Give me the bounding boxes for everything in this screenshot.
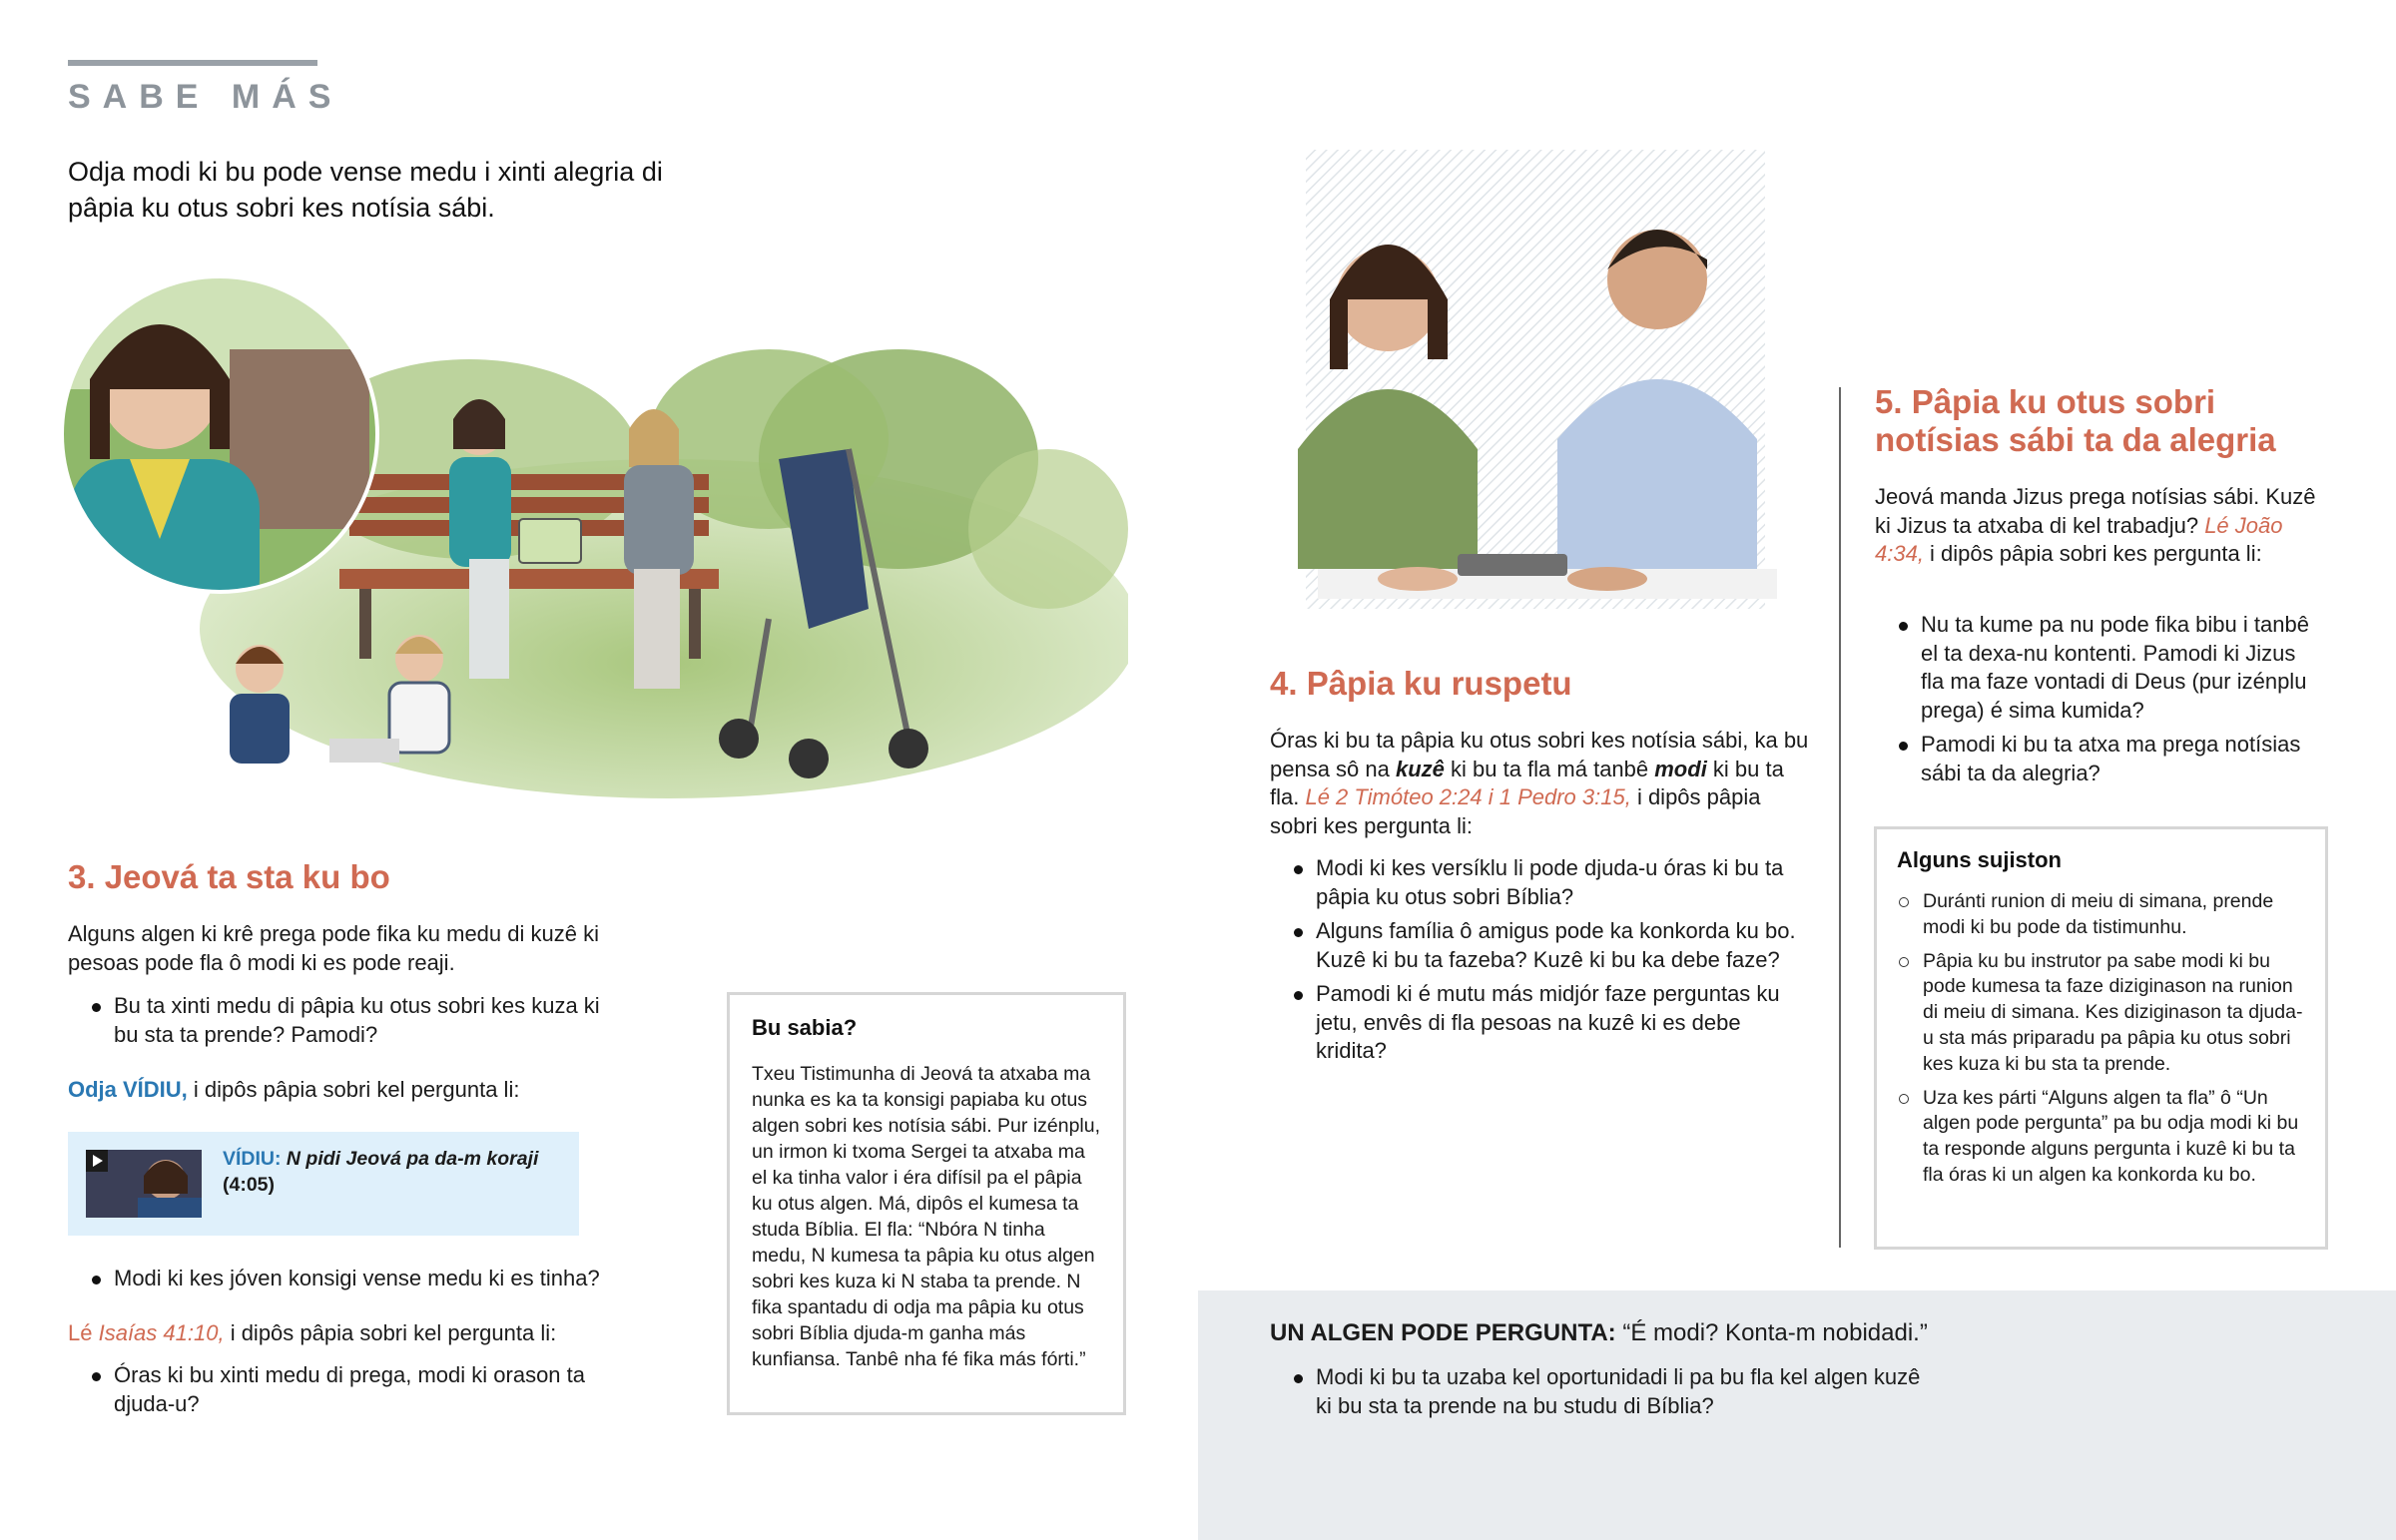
someone-asks-label: UN ALGEN PODE PERGUNTA: [1270,1319,1616,1346]
list-item: Duránti runion di meiu di simana, prende modi ki bu pode da tistimunhu. [1897,889,2305,941]
someone-asks-bullets [1270,1363,1929,1426]
column-divider [1839,387,1841,1248]
list-item: Pâpia ku bu instrutor pa sabe modi ki bu pode kumesa ta faze diziginason na runion di meiu di simana. Kes diziginason ta djuda-u sta más priparadu pa pâpia ku otus sobri kes kuza ki bu sta ta prende. [1897,949,2305,1078]
section4-bullets [1270,854,1814,1072]
video-label: VÍDIU: [223,1148,282,1170]
read-scripture [68,1319,687,1348]
video-title: N pidi Jeová pa da-m koraji [286,1148,539,1170]
video-duration: (4:05) [223,1174,276,1196]
emphasis-kuze: kuzê [1395,756,1445,781]
section5-bullets [1875,611,2314,793]
video-info [223,1146,562,1198]
scripture-ref-isaias[interactable]: Isaías 41:10, [98,1320,225,1345]
section3-title: 3. Jeová ta sta ku bo [68,858,390,895]
section3-intro: Alguns algen ki krê prega pode fika ku medu di kuzê ki pesoas pode fla ô modi ki es pode reaji. [68,921,599,975]
scripture-ref-joao[interactable]: Lé João 4:34, [1875,512,2283,566]
list-item: Pamodi ki é mutu más midjór faze perguntas ku jetu, envês di fla pesoas na kuzê ki es debe kridita? [1270,980,1814,1066]
video-thumbnail[interactable] [86,1150,202,1218]
read-le: Lé [68,1320,99,1345]
list-item: Uza kes párti “Alguns algen ta fla” ô “Un algen pode pergunta” pa bu odja modi ki bu ta responde alguns pergunta i kuzê ki bu ta fla óras ki un algen ka konkorda ku bo. [1897,1086,2305,1189]
section3-bullets-3 [68,1361,627,1424]
suggestions-list [1897,889,2305,1189]
list-item: Modi ki kes jóven konsigi vense medu ki es tinha? [68,1265,707,1293]
section4-intro-b: ki bu ta fla má tanbê [1444,756,1655,781]
section4-intro [1270,727,1814,840]
section4-intro-a: Óras ki bu ta pâpia ku otus sobri kes notísia sábi, ka bu pensa sô na [1270,728,1809,781]
video-prompt-text: i dipôs pâpia sobri kel pergunta li: [187,1077,520,1102]
video-link[interactable]: Odja VÍDIU, [68,1077,188,1102]
page-intro: Odja modi ki bu pode vense medu i xinti alegria di pâpia ku otus sobri kes notísia sábi. [68,157,663,223]
read-rest: i dipôs pâpia sobri kel pergunta li: [224,1320,557,1345]
section3-bullets-1 [68,992,627,1055]
emphasis-modi: modi [1654,756,1707,781]
list-item: Modi ki bu ta uzaba kel oportunidadi li pa bu fla kel algen kuzê ki bu sta ta prende na bu studu di Bíblia? [1270,1363,1929,1420]
did-you-know-body: Txeu Tistimunha di Jeová ta atxaba ma nunka es ka ta konsigi papiaba ku otus algen sobri kes notísia sábi. Pur izénplu, un irmon ki txoma Sergei ta atxaba ma el ka tinha valor i éra difísil pa el pâpia ku otus algen. Má, dipôs el kumesa ta studa Bíblia. El fla: “Nbóra N tinha medu, N kumesa ta pâpia ku otus algen sobri kes kuza ki N staba ta prende. N fika spantadu di odja ma pâpia ku otus sobri Bíblia djuda-m ganha más kunfiansa. Tanbê nha fé fika más fórti.” [752,1063,1101,1370]
did-you-know-box [727,992,1126,1415]
page-kicker: SABE MÁS [68,78,343,116]
list-item: Pamodi ki bu ta atxa ma prega notísias sábi ta da alegria? [1875,731,2314,787]
section3-bullets-2 [68,1265,707,1299]
scripture-ref-timoteo-pedro[interactable]: Lé 2 Timóteo 2:24 i 1 Pedro 3:15, [1305,784,1631,809]
video-prompt [68,1076,687,1105]
section5-intro-b: i dipôs pâpia sobri kes pergunta li: [1923,541,2262,566]
park-illustration [50,269,1128,848]
someone-asks-line [1270,1317,2368,1349]
list-item: Modi ki kes versíklu li pode djuda-u óras ki bu ta pâpia ku otus sobri Bíblia? [1270,854,1814,911]
video-card[interactable] [68,1132,579,1236]
suggestions-box [1874,826,2328,1250]
list-item: Nu ta kume pa nu pode fika bibu i tanbê el ta dexa-nu kontenti. Pamodi ki Jizus fla ma faze vontadi di Deus (pur izénplu prega) é sima kumida? [1875,611,2314,725]
list-item: Bu ta xinti medu di pâpia ku otus sobri kes kuza ki bu sta ta prende? Pamodi? [68,992,627,1049]
kicker-bar [68,60,317,66]
section4-title: 4. Pâpia ku ruspetu [1270,665,1572,702]
list-item: Óras ki bu xinti medu di prega, modi ki orason ta djuda-u? [68,1361,627,1418]
someone-asks-quote: “É modi? Konta-m nobidadi.” [1615,1319,1928,1346]
suggestions-title: Alguns sujiston [1897,847,2062,872]
section5-intro [1875,483,2324,569]
did-you-know-title: Bu sabia? [752,1015,858,1040]
section5-intro-a: Jeová manda Jizus prega notísias sábi. Kuzê ki Jizus ta atxaba di kel trabadju? [1875,484,2316,538]
section4-intro-d: i dipôs pâpia sobri kes pergunta li: [1270,784,1761,838]
section5-title: 5. Pâpia ku otus sobri notísias sábi ta da alegria [1875,383,2276,458]
section4-intro-c: ki bu ta fla. [1270,756,1784,809]
conversation-illustration [1258,150,1797,629]
list-item: Alguns família ô amigus pode ka konkorda ku bo. Kuzê ki bu ta fazeba? Kuzê ki bu ka debe faze? [1270,917,1814,974]
